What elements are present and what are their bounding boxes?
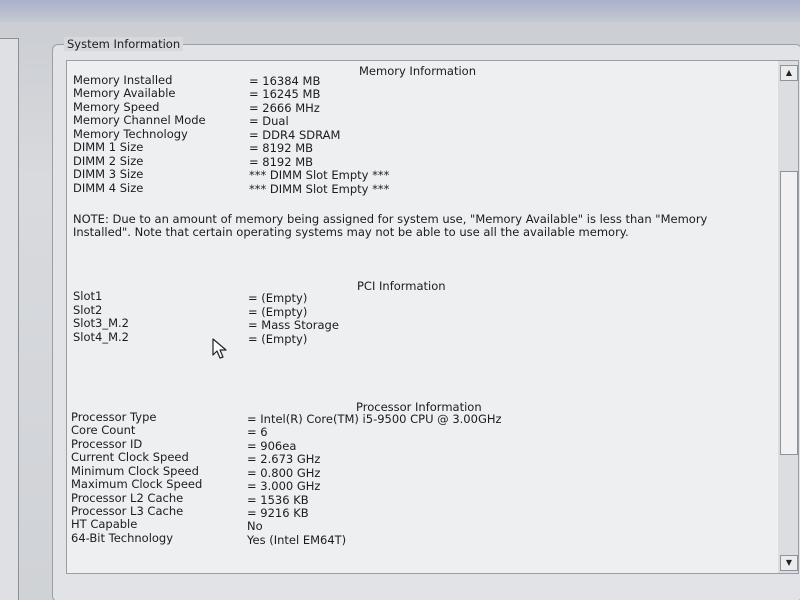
scroll-down-button[interactable] <box>780 555 798 571</box>
memory-row-value: = 16245 MB <box>249 87 321 101</box>
group-legend: System Information <box>64 37 183 51</box>
processor-row-label: HT Capable <box>71 517 138 531</box>
pci-row-label: Slot1 <box>73 289 103 303</box>
processor-row-value: = Intel(R) Core(TM) i5-9500 CPU @ 3.00GHz <box>247 412 502 426</box>
processor-row-value: = 6 <box>247 425 268 439</box>
processor-row-label: Core Count <box>71 423 136 437</box>
processor-row-label: 64-Bit Technology <box>71 531 174 545</box>
pci-section-title: PCI Information <box>357 279 446 293</box>
memory-row-label: Memory Technology <box>73 127 188 141</box>
memory-row-value: *** DIMM Slot Empty *** <box>249 182 390 196</box>
pci-row-value: = (Empty) <box>248 332 308 346</box>
top-strip <box>0 0 800 22</box>
memory-row-label: Memory Available <box>73 86 176 100</box>
processor-row-label: Minimum Clock Speed <box>71 464 199 478</box>
memory-row-label: DIMM 4 Size <box>73 181 144 195</box>
memory-row-value: = DDR4 SDRAM <box>249 128 341 142</box>
down-arrow-icon: ▼ <box>785 558 793 567</box>
system-information-content <box>66 60 780 574</box>
memory-row-value: = 2666 MHz <box>249 101 320 115</box>
pci-row-value: = Mass Storage <box>248 318 339 332</box>
pci-row-value: = (Empty) <box>248 291 308 305</box>
processor-row-value: = 906ea <box>247 439 297 453</box>
pci-row-label: Slot2 <box>73 303 103 317</box>
memory-note: NOTE: Due to an amount of memory being assigned for system use, "Memory Available" is less than "Memory Installed". Note that certain operating systems may not be able to use all the available memory. <box>73 212 708 239</box>
processor-row-value: = 3.000 GHz <box>247 479 321 493</box>
scroll-thumb[interactable] <box>780 171 798 455</box>
memory-row-value: = 16384 MB <box>249 74 321 88</box>
processor-row-value: = 2.673 GHz <box>247 452 321 466</box>
processor-row-label: Maximum Clock Speed <box>71 477 203 491</box>
mouse-cursor-icon <box>212 338 228 360</box>
memory-row-label: DIMM 1 Size <box>73 140 144 154</box>
processor-row-value: = 1536 KB <box>247 493 309 507</box>
vertical-scrollbar[interactable] <box>778 60 799 574</box>
memory-row-label: DIMM 3 Size <box>73 167 144 181</box>
memory-section-title: Memory Information <box>359 64 476 78</box>
memory-row-value: = 8192 MB <box>249 155 314 169</box>
memory-row-label: DIMM 2 Size <box>73 154 144 168</box>
left-navigation-panel[interactable] <box>0 38 19 600</box>
processor-row-value: = 0.800 GHz <box>247 466 321 480</box>
memory-row-label: Memory Speed <box>73 100 160 114</box>
processor-row-label: Current Clock Speed <box>71 450 189 464</box>
pci-row-label: Slot4_M.2 <box>73 330 130 344</box>
memory-row-value: = 8192 MB <box>249 141 314 155</box>
memory-row-value: *** DIMM Slot Empty *** <box>249 168 390 182</box>
processor-row-value: = 9216 KB <box>247 506 309 520</box>
memory-row-label: Memory Channel Mode <box>73 113 206 127</box>
processor-row-label: Processor L2 Cache <box>71 491 184 505</box>
pci-row-value: = (Empty) <box>248 305 308 319</box>
processor-row-label: Processor Type <box>71 410 157 424</box>
scroll-up-button[interactable] <box>780 65 798 81</box>
up-arrow-icon: ▲ <box>785 68 793 77</box>
memory-row-value: = Dual <box>249 114 289 128</box>
processor-row-value: No <box>247 519 263 533</box>
pci-row-label: Slot3_M.2 <box>73 316 130 330</box>
processor-row-label: Processor ID <box>71 437 143 451</box>
processor-section-title: Processor Information <box>356 400 482 414</box>
processor-row-value: Yes (Intel EM64T) <box>247 533 347 547</box>
memory-row-label: Memory Installed <box>73 73 173 87</box>
processor-row-label: Processor L3 Cache <box>71 504 184 518</box>
